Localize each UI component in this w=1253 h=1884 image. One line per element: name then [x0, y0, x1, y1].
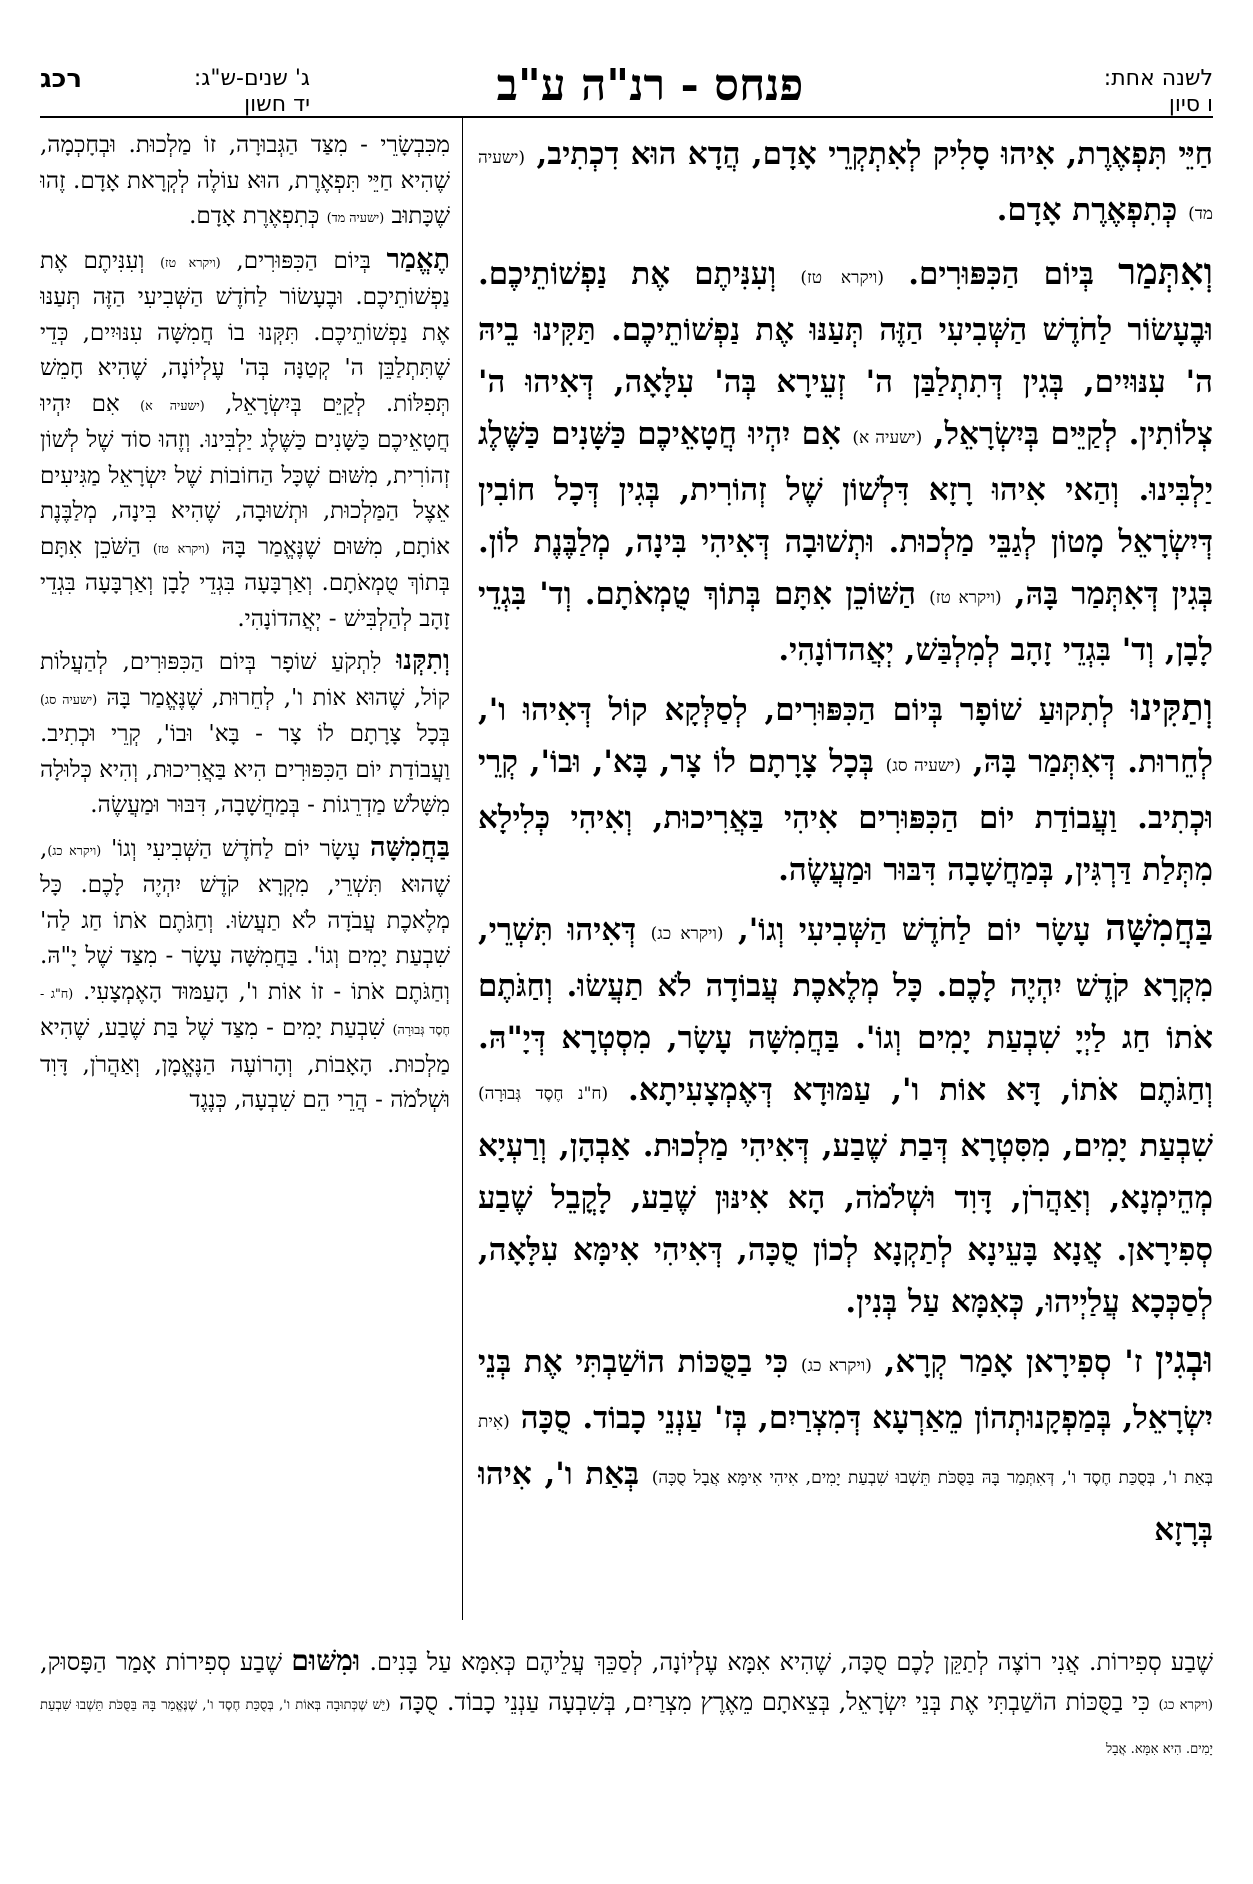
- column-divider: [462, 118, 463, 1620]
- schedule-label: ג' שנים-ש"ג:: [193, 66, 310, 91]
- source-reference: (אִית בְּאַת ו', בְּסֻכַּת חֶסֶד ו', דְּאִתְּמַר בָּהּ בַּסֻּכֹּת תֵּשְׁבוּ שִׁבְעַת יָמִים, אִיהִי אִימָּא אֲבָל סֻכָּה): [478, 1412, 1213, 1488]
- source-reference: (ויקרא כג): [800, 1356, 872, 1376]
- paragraph: תֶאֱמַר בְּיוֹם הַכִּפּוּרִים, (ויקרא טז) וְעִנִּיתֶם אֶת נַפְשׁוֹתֵיכֶם. וּבֶעָשׂוֹר לַחֹדֶשׁ הַשְּׁבִיעִי הַזֶּה תְּעַנּוּ אֶת נַפְשׁוֹתֵיכֶם. תִּקְּנוּ בוֹ חֲמִשָּׁה עִנּוּיִים, כְּדֵי שֶׁתִּתְלַבֵּן ה' קְטַנָּה בְּה' עֶלְיוֹנָה, שֶׁהִיא חָמֵשׁ תְּפִלּוֹת. לְקַיֵּם בְּיִשְׂרָאֵל, (ישעיה א) אִם יִהְיוּ חֲטָאֵיכֶם כַּשָּׁנִים כַּשֶּׁלֶג יַלְבִּינוּ. וְזֶהוּ סוֹד שֶׁל לְשׁוֹן זְהוֹרִית, מִשּׁוּם שֶׁכָּל הַחוֹבוֹת שֶׁל יִשְׂרָאֵל מַגִּיעִים אֵצֶל הַמַּלְכוּת, וּתְשׁוּבָה, שֶׁהִיא בִּינָה, מְלַבֶּנֶת אוֹתָם, מִשּׁוּם שֶׁנֶּאֱמַר בָּהּ (ויקרא טז) הַשֹּׁכֵן אִתָּם בְּתוֹךְ טֻמְאֹתָם. וְאַרְבָּעָה בִּגְדֵי לָבָן וְאַרְבָּעָה בִּגְדֵי זָהָב לְהַלְבִּישׁ - יְאֲהדוֹנָהִי.: [40, 243, 450, 632]
- page-number: רכג: [40, 64, 82, 94]
- source-reference: (ויקרא טז): [152, 540, 210, 556]
- opening-word: וְתִקְּנוּ: [396, 645, 450, 676]
- source-reference: (ישעיה א): [852, 428, 923, 448]
- opening-word: בַּחֲמִשָּׁה: [1105, 906, 1213, 949]
- opening-word: וְאִתְּמַר: [1118, 250, 1213, 293]
- opening-word: וְתַקִּינוּ: [1130, 686, 1213, 729]
- source-reference: (ישעיה סג): [40, 691, 98, 707]
- paragraph: בַּחֲמִשָּׁה עָשָׂר יוֹם לַחֹדֶשׁ הַשְּׁבִיעִי וְגוֹ' (ויקרא כג), שֶׁהוּא תִּשְׁרֵי, מִקְרָא קֹדֶשׁ יִהְיֶה לָכֶם. כָּל מְלֶאכֶת עֲבֹדָה לֹא תַעֲשׂוּ. וְחַגֹּתֶם אֹתוֹ חַג לַה' שִׁבְעַת יָמִים וְגוֹ'. בַּחֲמִשָּׁה עָשָׂר - מִצַּד שֶׁל יָ"הּ. וְחַגֹּתֶם אֹתוֹ - זוֹ אוֹת ו', הָעַמּוּד הָאֶמְצָעִי. (ח"ג - חֶסֶד גְּבוּרָה) שִׁבְעַת יָמִים - מִצַּד שֶׁל בַּת שֶׁבַע, שֶׁהִיא מַלְכוּת. הָאָבוֹת, וְהָרוֹעֶה הַנֶּאֱמָן, וְאַהֲרֹן, דָּוִד וּשְׁלֹמֹה - הֲרֵי הֵם שִׁבְעָה, כְּנֶגֶד: [40, 831, 450, 1113]
- opening-word: בַּחֲמִשָּׁה: [369, 831, 450, 863]
- paragraph: וְתִקְּנוּ לִתְקֹעַ שׁוֹפָר בְּיוֹם הַכִּפּוּרִים, לְהַעֲלוֹת קוֹל, שֶׁהוּא אוֹת ו', לְחֵרוּת, שֶׁנֶּאֱמַר בָּהּ (ישעיה סג) בְּכָל צָרָתָם לוֹ צָר - בָּא' וּבוֹ', קְרֵי וּכְתִיב. וַעֲבוֹדַת יוֹם הַכִּפּוּרִים הִיא בַּאֲרִיכוּת, וְהִיא כְּלוּלָה מִשָּׁלֹשׁ מַדְרֵגוֹת - בְּמַחֲשָׁבָה, דִּבּוּר וּמַעֲשֶׂה.: [40, 645, 450, 818]
- source-reference: (ישעיה א): [140, 397, 205, 413]
- opening-word: תֶאֱמַר: [386, 243, 450, 275]
- study-schedule-one-year: [993, 66, 1213, 118]
- source-reference: (ויקרא טז): [800, 268, 885, 288]
- opening-word: וּמִשּׁוּם: [291, 1643, 361, 1677]
- aramaic-text-column: [478, 128, 1213, 1628]
- schedule-label: לשנה אחת:: [1103, 66, 1213, 91]
- paragraph: מִכִּבְשָׂרֵי - מִצַּד הַגְּבוּרָה, זוֹ מַלְכוּת. וּבְחָכְמָה, שֶׁהִיא חַיֵּי תִּפְאֶרֶת, הוּא עוֹלֶה לְקְרָאת אָדָם. זֶהוּ שֶׁכָּתוּב (ישעיה מד) כְּתִפְאֶרֶת אָדָם.: [40, 132, 450, 229]
- source-reference: (ויקרא טז): [929, 588, 1002, 608]
- paragraph: חַיֵּי תִּפְאֶרֶת, אִיהוּ סָלִיק לְאִתְקְרֵי אָדָם, הֲדָא הוּא דִכְתִיב, (ישעיה מד) כְּתִפְאֶרֶת אָדָם.: [478, 136, 1213, 228]
- source-reference: (ישעיה סג): [885, 756, 962, 776]
- source-reference: (יֵשׁ שֶׁכְּתוּבָה בְּאוֹת ו', בְּסֻכַּת חֶסֶד ו', שֶׁנֶּאֱמַר בָּהּ בַּסֻּכֹּת תֵּשְׁבוּ שִׁבְעַת יָמִים. הִיא אִמָּא. אֲבָל: [40, 1698, 1213, 1757]
- schedule-date: ו סיון: [1168, 92, 1213, 117]
- paragraph: וּבְגִין ז' סְפִירָאן אָמַר קְרָא, (ויקרא כג) כִּי בַסֻּכּוֹת הוֹשַׁבְתִּי אֶת בְּנֵי יִשְׂרָאֵל, בְּמַפְקָנוּתְהוֹן מֵאַרְעָא דְּמִצְרַיִם, בְּז' עַנְנֵי כָבוֹד. סֻכָּה (אִית בְּאַת ו', בְּסֻכַּת חֶסֶד ו', דְּאִתְּמַר בָּהּ בַּסֻּכֹּת תֵּשְׁבוּ שִׁבְעַת יָמִים, אִיהִי אִימָּא אֲבָל סֻכָּה) בְּאַת ו', אִיהוּ בְּרָזָא: [478, 1338, 1213, 1548]
- source-reference: (ויקרא כג): [47, 842, 102, 858]
- source-reference: (ישעיה מד): [326, 210, 385, 225]
- source-reference: (ח"ג - חֶסֶד גְּבוּרָה): [40, 985, 450, 1037]
- header-rule: [40, 116, 1213, 118]
- opening-word: וּבְגִין: [1155, 1338, 1213, 1381]
- paragraph: בַּחֲמִשָּׁה עָשָׂר יוֹם לַחֹדֶשׁ הַשְּׁבִיעִי וְגוֹ', (ויקרא כג) דְּאִיהוּ תִּשְׁרֵי, מִקְרָא קֹדֶשׁ יִהְיֶה לָכֶם. כָּל מְלֶאכֶת עֲבוֹדָה לֹא תַעֲשׂוּ. וְחַגֹּתֶם אֹתוֹ חַג לַיְיָ שִׁבְעַת יָמִים וְגוֹ'. בַּחֲמִשָּׁה עָשָׂר, מִסְטְרָא דְּיָ"הּ. וְחַגֹּתֶם אֹתוֹ, דָּא אוֹת ו', עַמּוּדָא דְּאֶמְצָעִיתָא. (ח"נ חֶסֶד גְּבוּרָה) שִׁבְעַת יָמִים, מִסִּטְרָא דְּבַת שֶׁבַע, דְּאִיהִי מַלְכוּת. אַבְהָן, וְרַעְיָא מְהֵימְנָא, וְאַהֲרֹן, דָּוִד וּשְׁלֹמֹה, הָא אִינּוּן שֶׁבַע, לָקֳבֵל שֶׁבַע סְפִירָאן. אֲנָא בָּעֵינָא לְתַקְנָא לְכוֹן סֻכָּה, דְּאִיהִי אִימָּא עִלָּאָה, לְסַכְּכָא עֲלַיְיהוּ, כְּאִמָּא עַל בְּנִין.: [478, 906, 1213, 1320]
- source-reference: (ויקרא טז): [160, 254, 221, 270]
- paragraph: וְתַקִּינוּ לְתִקוּעַ שׁוֹפָר בְּיוֹם הַכִּפּוּרִים, לְסַלְּקָא קוֹל דְּאִיהוּ ו', לְחֵרוּת. דְּאִתְּמַר בָּהּ, (ישעיה סג) בְּכָל צָרָתָם לוֹ צָר, בָּא', וּבוֹ', קְרֵי וּכְתִיב. וַעֲבוֹדַת יוֹם הַכִּפּוּרִים אִיהִי בַּאֲרִיכוּת, וְאִיהִי כְּלִילָא מִתְּלַת דַּרְגִּין, בְּמַחֲשָׁבָה דִּבּוּר וּמַעֲשֶׂה.: [478, 686, 1213, 888]
- bottom-continuation-text: שֶׁבַע סְפִירוֹת. אֲנִי רוֹצֶה לְתַקֵּן לָכֶם סֻכָּה, שֶׁהִיא אִמָּא עֶלְיוֹנָה, לְסַכֵּךְ עֲלֵיהֶם כְּאִמָּא עַל בָּנִים. וּמִשּׁוּם שֶׁבַע סְפִירוֹת אָמַר הַפָּסוּק, (ויקרא כג) כִּי בַסֻּכּוֹת הוֹשַׁבְתִּי אֶת בְּנֵי יִשְׂרָאֵל, בְּצֵאתָם מֵאֶרֶץ מִצְרַיִם, בְּשִׁבְעָה עַנְנֵי כָבוֹד. סֻכָּה (יֵשׁ שֶׁכְּתוּבָה בְּאוֹת ו', בְּסֻכַּת חֶסֶד ו', שֶׁנֶּאֱמַר בָּהּ בַּסֻּכֹּת תֵּשְׁבוּ שִׁבְעַת יָמִים. הִיא אִמָּא. אֲבָל: [40, 1643, 1213, 1757]
- source-reference: (ויקרא כג): [650, 924, 724, 944]
- page-title: פנחס - רנ"ה ע"ב: [496, 60, 804, 111]
- study-schedule-three-years: [110, 66, 310, 118]
- source-reference: (ח"נ חֶסֶד גְּבוּרָה): [478, 1084, 609, 1104]
- paragraph: וְאִתְּמַר בְּיוֹם הַכִּפּוּרִים. (ויקרא טז) וְעִנִּיתֶם אֶת נַפְשׁוֹתֵיכֶם. וּבֶעָשׂוֹר לַחֹדֶשׁ הַשְּׁבִיעִי הַזֶּה תְּעַנּוּ אֶת נַפְשׁוֹתֵיכֶם. תַּקִּינוּ בֵיהּ ה' עִנּוּיִים, בְּגִין דְּתִתְלַבַּן ה' זְעֵירָא בְּה' עִלָּאָה, דְּאִיהוּ ה' צְלוֹתִין. לְקַיֵּים בְּיִשְׂרָאֵל, (ישעיה א) אִם יִהְיוּ חֲטָאֵיכֶם כַּשָּׁנִים כַּשֶּׁלֶג יַלְבִּינוּ. וְהַאי אִיהוּ רָזָא דִּלְשׁוֹן שֶׁל זְהוֹרִית, בְּגִין דְּכָל חוֹבִין דְּיִשְׂרָאֵל מָטוֹן לְגַבֵּי מַלְכוּת. וּתְשׁוּבָה דְּאִיהִי בִּינָה, מְלַבֶּנֶת לוֹן. בְּגִין דְּאִתְּמַר בָּהּ, (ויקרא טז) הַשּׁוֹכֵן אִתָּם בְּתוֹךְ טֻמְאֹתָם. וְד' בִּגְדֵי לָבָן, וְד' בִּגְדֵי זָהָב לְמִלְבַּשׁ, יְאֲהדוֹנָהִי.: [478, 250, 1213, 668]
- schedule-date: יד חשון: [244, 92, 310, 117]
- hebrew-translation-column: [40, 128, 450, 1628]
- source-reference: (ישעיה מד): [478, 148, 1213, 224]
- source-reference: (ויקרא כג): [1158, 1698, 1213, 1713]
